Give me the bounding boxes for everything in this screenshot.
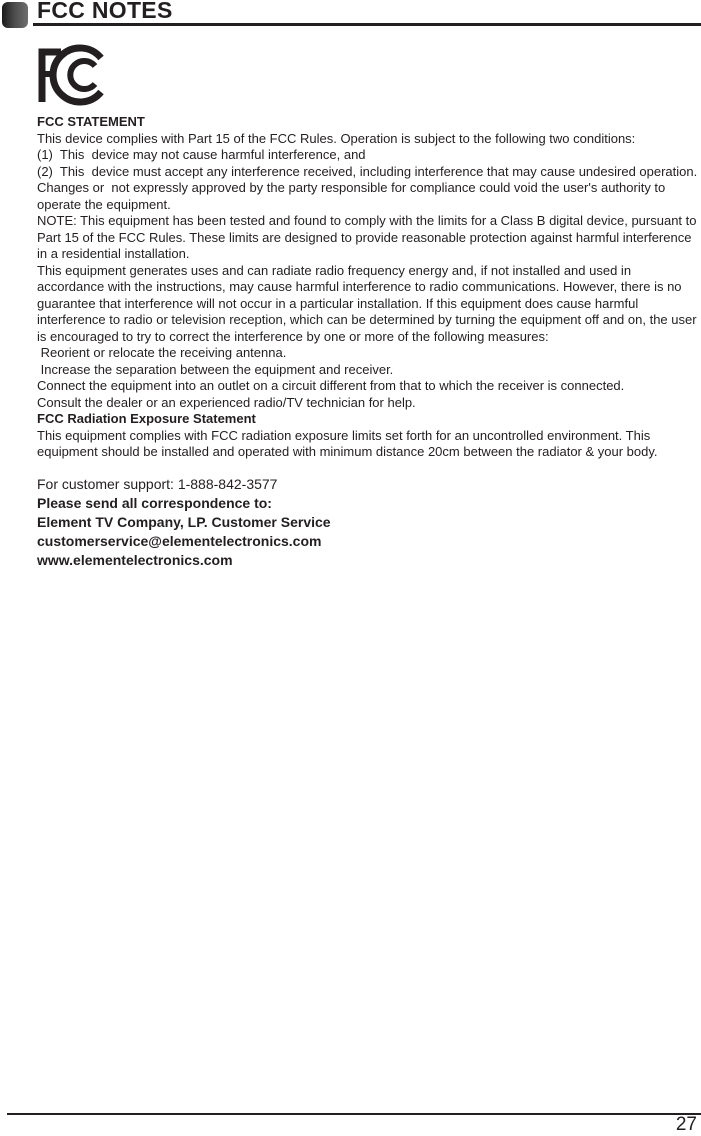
- radiation-text: This equipment complies with FCC radiation exposure limits set forth for an uncontrolled environment. This equipment should be installed and operated with minimum distance 20cm between the radiator & your body.: [37, 427, 658, 459]
- support-phone: For customer support: 1-888-842-3577: [37, 475, 278, 492]
- page-title: FCC NOTES: [37, 0, 173, 23]
- header-divider: [33, 23, 701, 26]
- support-website: www.elementelectronics.com: [37, 551, 233, 568]
- measure-increase-separation: Increase the separation between the equipment and receiver.: [37, 361, 394, 377]
- fcc-notes-body: [37, 114, 701, 570]
- page-number: 27: [675, 1114, 697, 1135]
- condition-1: (1) This device may not cause harmful interference, and: [37, 147, 366, 162]
- changes-paragraph: Changes or not expressly approved by the party responsible for compliance could void the user's authority to operate the equipment.: [37, 180, 669, 212]
- interference-paragraph: This equipment generates uses and can radiate radio frequency energy and, if not installed and used in accordance with the instructions, may cause harmful interference to radio communications. However, there is no guarantee that interference will not occur in a particular installation. If this equipment does cause harmful interference to radio or television reception, which can be determined by turning the equipment off and on, the user is encouraged to try to correct the interference by one or more of the following measures:: [37, 262, 697, 344]
- condition-2: (2) This device must accept any interference received, including interference that may cause undesired operation.: [37, 163, 698, 179]
- section-tab-marker: [2, 2, 28, 28]
- measure-consult-dealer: Consult the dealer or an experienced radio/TV technician for help.: [37, 394, 416, 410]
- fcc-statement-intro: This device complies with Part 15 of the FCC Rules. Operation is subject to the following two conditions:: [37, 130, 636, 146]
- fcc-statement-heading: FCC STATEMENT: [37, 114, 145, 129]
- radiation-heading: FCC Radiation Exposure Statement: [37, 411, 256, 426]
- correspondence-label: Please send all correspondence to:: [37, 494, 272, 511]
- class-b-note: NOTE: This equipment has been tested and found to comply with the limits for a Class B digital device, pursuant to Part 15 of the FCC Rules. These limits are designed to provide reasonable protection against harmful interference in a residential installation.: [37, 213, 697, 261]
- measure-reorient: Reorient or relocate the receiving antenna.: [37, 345, 287, 360]
- company-name: Element TV Company, LP. Customer Service: [37, 513, 331, 530]
- fcc-logo-icon: [37, 44, 109, 106]
- support-email: customerservice@elementelectronics.com: [37, 532, 322, 549]
- measure-connect-outlet: Connect the equipment into an outlet on a circuit different from that to which the receiver is connected.: [37, 378, 625, 393]
- footer-divider: [7, 1113, 701, 1115]
